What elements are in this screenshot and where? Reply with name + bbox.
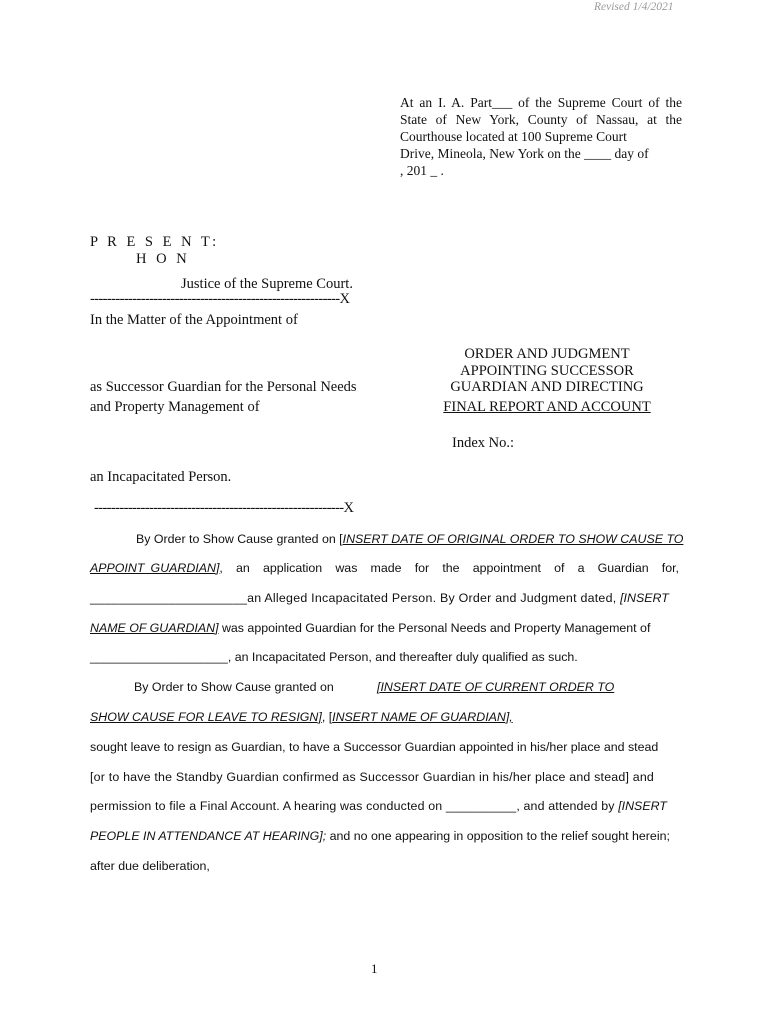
court-heading-line: At an I. A. Part___ of the Supreme Court of the bbox=[400, 95, 682, 110]
body-text: , an application was made for the appointment of a Guardian for, bbox=[219, 561, 679, 575]
court-heading-line: Courthouse located at 100 Supreme Court bbox=[400, 129, 627, 144]
body-line: sought leave to resign as Guardian, to have a Successor Guardian appointed in his/her place and stead bbox=[90, 740, 659, 754]
page-number: 1 bbox=[371, 961, 378, 976]
title-line: GUARDIAN AND DIRECTING bbox=[450, 379, 644, 395]
body-line bbox=[90, 799, 679, 813]
body-line bbox=[90, 710, 679, 724]
hon-label: H O N bbox=[136, 251, 190, 267]
revision-date: Revised 1/4/2021 bbox=[594, 1, 674, 13]
body-line bbox=[90, 561, 679, 575]
placeholder-text: [INSERT bbox=[618, 799, 667, 813]
body-line bbox=[90, 829, 679, 843]
body-text: By Order to Show Cause granted on bbox=[134, 680, 334, 694]
body-text: By Order to Show Cause granted on [ bbox=[136, 532, 343, 546]
successor-text: as Successor Guardian for the Personal Needs bbox=[90, 379, 357, 395]
caption-divider-top: -----------------------------------------------------------X bbox=[90, 291, 350, 307]
body-line: after due deliberation, bbox=[90, 859, 210, 873]
body-line: [or to have the Standby Guardian confirmed as Successor Guardian in his/her place and stead] and bbox=[90, 770, 655, 784]
justice-label: Justice of the Supreme Court. bbox=[181, 276, 353, 292]
placeholder-text: SHOW CAUSE FOR LEAVE TO RESIGN] bbox=[90, 710, 322, 724]
body-text: , [ bbox=[321, 710, 333, 724]
court-heading-line: State of New York, County of Nassau, at the bbox=[400, 112, 682, 127]
body-text: ______________________an Alleged Incapacitated Person. By Order and Judgment dated, bbox=[90, 591, 621, 605]
placeholder-text: INSERT NAME OF GUARDIAN], bbox=[332, 710, 513, 724]
title-line: ORDER AND JUDGMENT bbox=[464, 346, 630, 362]
title-line: FINAL REPORT AND ACCOUNT bbox=[443, 398, 651, 415]
placeholder-text: [INSERT bbox=[620, 591, 669, 605]
index-number-label: Index No.: bbox=[452, 435, 515, 451]
body-line bbox=[90, 621, 679, 635]
body-line bbox=[90, 591, 679, 605]
present-label: P R E S E N T: bbox=[90, 234, 220, 250]
body-line: ____________________, an Incapacitated Person, and thereafter duly qualified as such. bbox=[90, 650, 578, 664]
placeholder-text: APPOINT GUARDIAN] bbox=[90, 561, 220, 575]
title-line: APPOINTING SUCCESSOR bbox=[460, 362, 634, 379]
court-heading-line: , 201 _ . bbox=[400, 163, 444, 178]
body-line bbox=[134, 680, 723, 694]
body-text: was appointed Guardian for the Personal Needs and Property Management of bbox=[218, 621, 651, 635]
incapacitated-person-text: an Incapacitated Person. bbox=[90, 469, 232, 485]
body-line bbox=[136, 532, 684, 546]
body-text: and no one appearing in opposition to the relief sought herein; bbox=[326, 829, 670, 843]
court-heading-line: Drive, Mineola, New York on the ____ day of bbox=[400, 146, 649, 161]
caption-divider-bottom: -----------------------------------------------------------X bbox=[94, 500, 354, 516]
body-text: permission to file a Final Account. A hearing was conducted on __________, and attended by bbox=[90, 799, 619, 813]
court-heading-block bbox=[400, 94, 682, 179]
placeholder-text: INSERT DATE OF ORIGINAL ORDER TO SHOW CAUSE TO bbox=[342, 532, 684, 546]
successor-text: and Property Management of bbox=[90, 399, 260, 415]
document-title bbox=[436, 346, 658, 415]
placeholder-text: [INSERT DATE OF CURRENT ORDER TO bbox=[377, 680, 615, 694]
placeholder-text: PEOPLE IN ATTENDANCE AT HEARING]; bbox=[90, 829, 327, 843]
placeholder-text: NAME OF GUARDIAN] bbox=[90, 621, 219, 635]
matter-of-text: In the Matter of the Appointment of bbox=[90, 312, 298, 328]
